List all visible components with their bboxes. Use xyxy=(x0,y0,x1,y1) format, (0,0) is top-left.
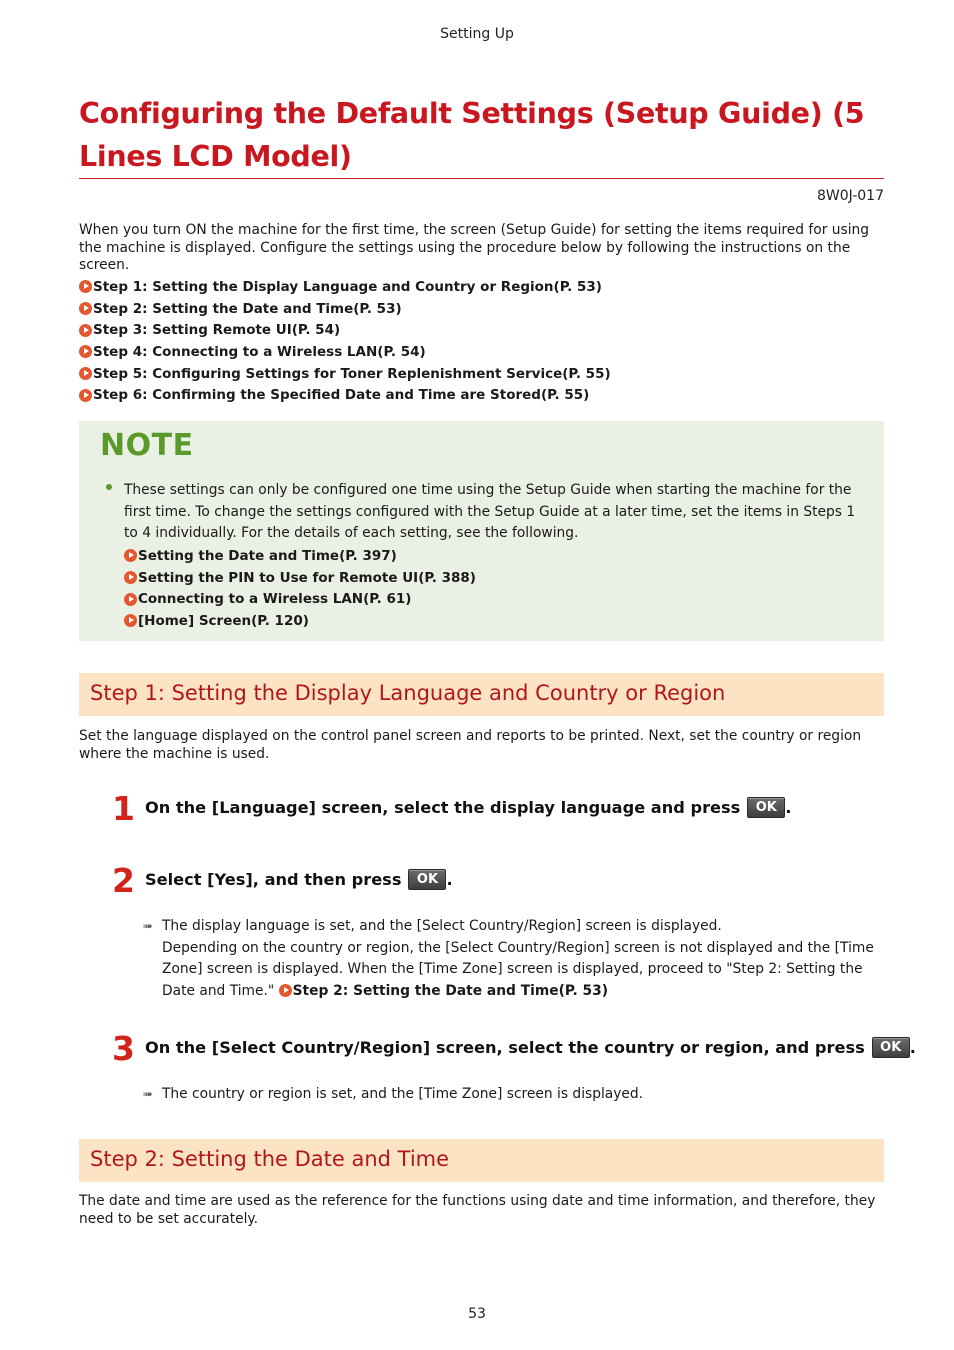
inline-link-step-2[interactable]: Step 2: Setting the Date and Time(P. 53) xyxy=(279,983,608,999)
step-link-5[interactable]: Step 5: Configuring Settings for Toner Replenishment Service(P. 55) xyxy=(79,363,611,385)
step-3-result: The country or region is set, and the [Time Zone] screen is displayed. xyxy=(162,1086,644,1102)
result-arrow-icon: ➠ xyxy=(143,919,154,933)
result-arrow-icon: ➠ xyxy=(143,1087,154,1101)
orange-circle-arrow-icon xyxy=(124,571,137,584)
orange-circle-arrow-icon xyxy=(124,549,137,562)
ok-key-icon: OK xyxy=(872,1037,910,1058)
page-title: Configuring the Default Settings (Setup Guide) (5 Lines LCD Model) xyxy=(79,97,865,173)
step-3-instruction: On the [Select Country/Region] screen, select the country or region, and press OK . xyxy=(145,1038,916,1057)
orange-circle-arrow-icon xyxy=(124,593,137,606)
orange-circle-arrow-icon xyxy=(79,367,92,380)
note-link-home-screen[interactable]: [Home] Screen(P. 120) xyxy=(124,610,476,632)
step-links-list xyxy=(79,276,611,406)
note-link-date-time[interactable]: Setting the Date and Time(P. 397) xyxy=(124,545,476,567)
step-link-6[interactable]: Step 6: Confirming the Specified Date and Time are Stored(P. 55) xyxy=(79,384,611,406)
orange-circle-arrow-icon xyxy=(79,324,92,337)
section-1-title: Step 1: Setting the Display Language and Country or Region xyxy=(90,681,726,705)
page-number: 53 xyxy=(468,1306,486,1322)
ok-key-icon: OK xyxy=(747,797,785,818)
ok-key-icon: OK xyxy=(408,869,446,890)
section-2-description: The date and time are used as the reference for the functions using date and time information, and therefore, they need to be set accurately. xyxy=(79,1193,876,1227)
orange-circle-arrow-icon xyxy=(279,984,292,997)
step-number-3: 3 xyxy=(112,1029,135,1068)
note-link-wireless-lan[interactable]: Connecting to a Wireless LAN(P. 61) xyxy=(124,588,476,610)
orange-circle-arrow-icon xyxy=(79,389,92,402)
orange-circle-arrow-icon xyxy=(79,280,92,293)
note-link-remote-ui-pin[interactable]: Setting the PIN to Use for Remote UI(P. 388) xyxy=(124,567,476,589)
document-id: 8W0J-017 xyxy=(816,188,884,204)
step-2-result: The display language is set, and the [Select Country/Region] screen is displayed. Depending on the country or region, the [Select Country/Region] screen is not displayed and the [Time Zone] screen is displayed. When the [Time Zone] screen is displayed, proceed to "Step 2: Setting the Date and Time." Step 2: Setting the Date and Time(P. 53) xyxy=(162,918,874,999)
intro-paragraph: When you turn ON the machine for the first time, the screen (Setup Guide) for setting the items required for using the machine is displayed. Configure the settings using the procedure below by following the instructions on the screen. xyxy=(79,222,870,273)
note-bullet xyxy=(106,484,112,490)
note-text: These settings can only be configured one time using the Setup Guide when starting the machine for the first time. To change the settings configured with the Setup Guide at a later time, set the items in Steps 1 to 4 individually. For the details of each setting, see the following. xyxy=(124,482,856,542)
note-title: NOTE xyxy=(100,428,194,463)
orange-circle-arrow-icon xyxy=(124,614,137,627)
orange-circle-arrow-icon xyxy=(79,345,92,358)
running-header: Setting Up xyxy=(440,26,514,42)
step-link-3[interactable]: Step 3: Setting Remote UI(P. 54) xyxy=(79,319,611,341)
step-number-2: 2 xyxy=(112,861,135,900)
step-1-instruction: On the [Language] screen, select the display language and press OK . xyxy=(145,798,792,817)
section-2-title: Step 2: Setting the Date and Time xyxy=(90,1147,450,1171)
step-link-2[interactable]: Step 2: Setting the Date and Time(P. 53) xyxy=(79,298,611,320)
step-link-1[interactable]: Step 1: Setting the Display Language and Country or Region(P. 53) xyxy=(79,276,611,298)
step-link-4[interactable]: Step 4: Connecting to a Wireless LAN(P. 54) xyxy=(79,341,611,363)
step-2-instruction: Select [Yes], and then press OK . xyxy=(145,870,453,889)
section-1-description: Set the language displayed on the control panel screen and reports to be printed. Next, set the country or region where the machine is used. xyxy=(79,728,862,762)
orange-circle-arrow-icon xyxy=(79,302,92,315)
title-divider xyxy=(79,178,884,179)
note-links-list xyxy=(124,545,476,632)
step-number-1: 1 xyxy=(112,789,135,828)
